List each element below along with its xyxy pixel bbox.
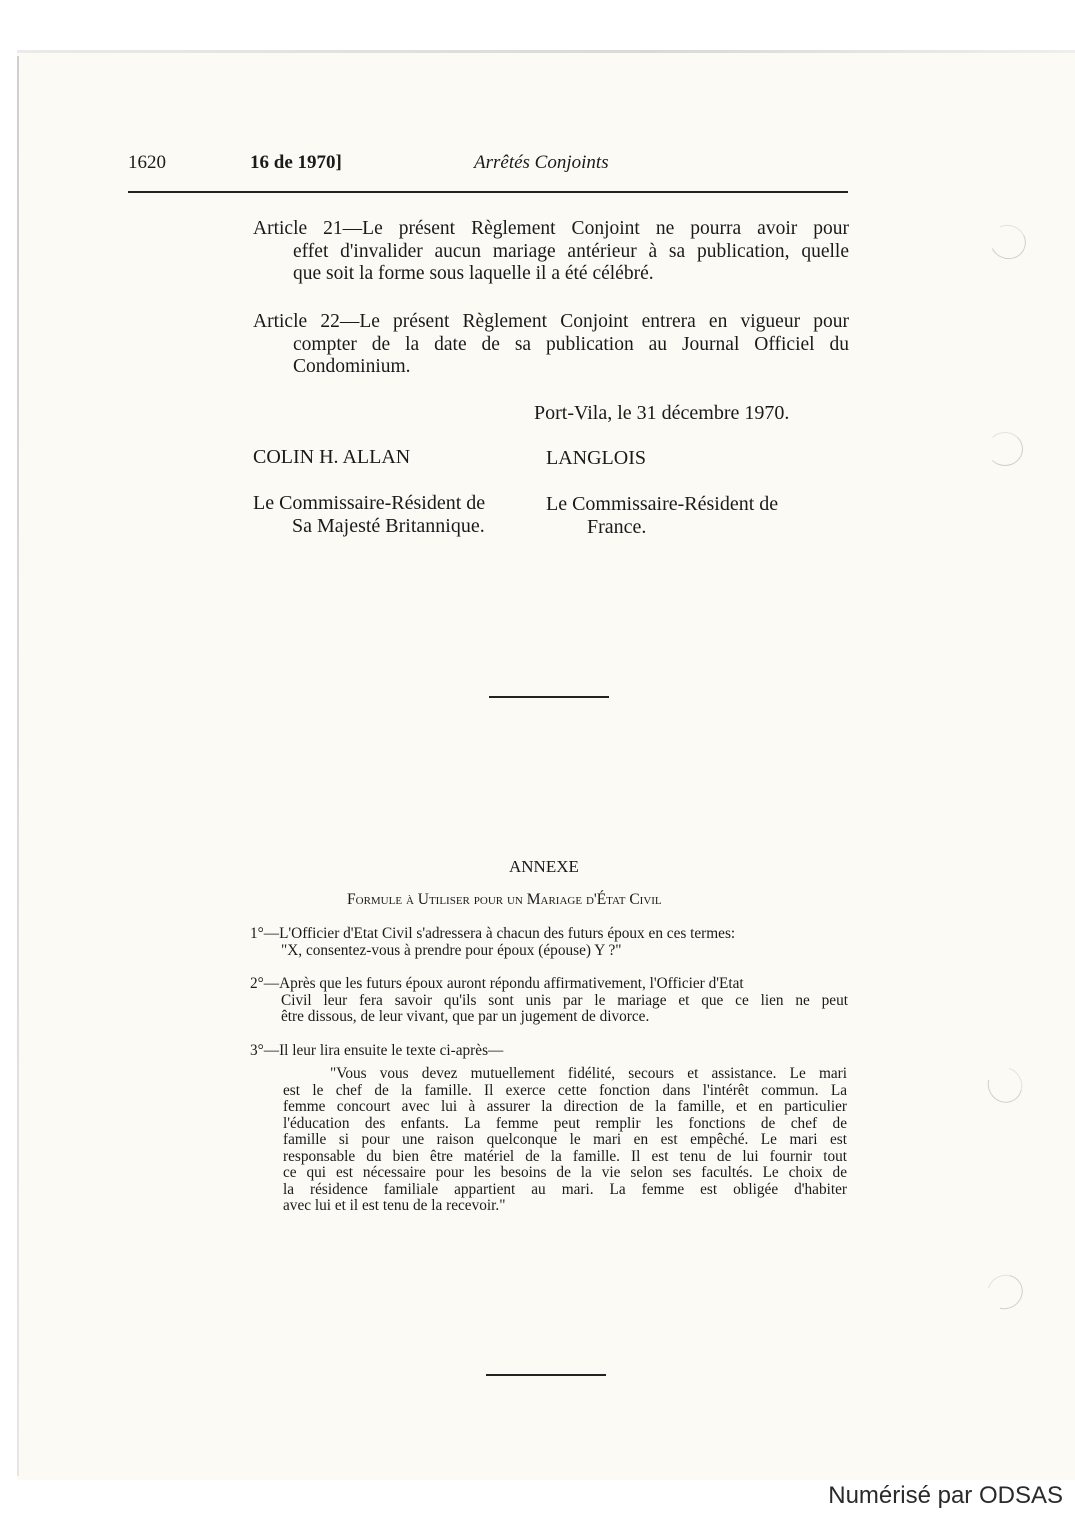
article-21-line-1: Article 21—Le présent Règlement Conjoint ne pourra avoir pour	[253, 218, 849, 239]
header-rule	[128, 191, 848, 193]
signatory-title-french-1: Le Commissaire-Résident de	[546, 493, 779, 515]
article-21-line-2: effet d'invalider aucun mariage antérieur à sa publication, quelle	[293, 240, 849, 262]
digitization-stamp: Numérisé par ODSAS	[828, 1482, 1063, 1509]
quote-line-8: la résidence familiale appartient au mari. La femme est obligée d'habiter	[283, 1180, 847, 1198]
quote-line-5: famille si pour une raison quelconque le mari en est empêché. Le mari est	[283, 1131, 847, 1148]
page-edge-left	[17, 56, 19, 1476]
article-21	[253, 218, 849, 286]
header-ref: 16 de 1970]	[250, 152, 342, 173]
annex-item-2-line-2: Civil leur fera savoir qu'ils sont unis par le mariage et que ce lien ne peut	[281, 991, 848, 1009]
signatory-title-british-1: Le Commissaire-Résident de	[253, 492, 486, 514]
annex-item-3	[250, 1043, 848, 1060]
annex-item-2-line-3: être dissous, de leur vivant, que par un jugement de divorce.	[281, 1008, 650, 1025]
article-21-line-3: que soit la forme sous laquelle il a été célébré.	[293, 263, 654, 284]
quote-line-6: responsable du bien être matériel de la famille. Il est tenu de lui fournir tout	[283, 1147, 847, 1165]
quote-line-9: avec lui et il est tenu de la recevoir."	[283, 1197, 506, 1214]
annex-subtitle: Formule à Utiliser pour un Mariage d'État Civil	[347, 891, 662, 908]
signatory-title-french-2: France.	[587, 516, 647, 538]
annex-item-3-line-1: 3°—Il leur lira ensuite le texte ci-après—	[250, 1042, 504, 1059]
annex-item-1-line-1: 1°—L'Officier d'Etat Civil s'adressera à chacun des futurs époux en ces termes:	[250, 925, 736, 942]
separator-rule-2	[486, 1374, 606, 1376]
separator-rule-1	[489, 696, 609, 698]
signatory-name-french: LANGLOIS	[546, 447, 646, 469]
annex-item-1-line-2: "X, consentez-vous à prendre pour époux (épouse) Y ?"	[281, 941, 622, 959]
article-22-line-3: Condominium.	[293, 356, 411, 377]
header-title: Arrêtés Conjoints	[474, 152, 609, 173]
quote-line-7: ce qui est nécessaire pour les besoins de la vie selon ses facultés. Le choix de	[283, 1164, 847, 1181]
quote-line-4: l'éducation des enfants. La femme peut remplir les fonctions de chef de	[283, 1114, 847, 1132]
annex-item-2-line-1: 2°—Après que les futurs époux auront répondu affirmativement, l'Officier d'Etat	[250, 975, 744, 992]
annex-item-2	[250, 976, 848, 1026]
quote-line-1: "Vous vous devez mutuellement fidélité, secours et assistance. Le mari	[330, 1065, 847, 1082]
article-22	[253, 311, 849, 379]
punch-hole-2	[987, 432, 1023, 466]
marriage-formula-quote	[283, 1066, 847, 1215]
article-22-line-1: Article 22—Le présent Règlement Conjoint entrera en vigueur pour	[253, 311, 849, 332]
article-22-line-2: compter de la date de sa publication au Journal Officiel du	[293, 333, 849, 355]
quote-line-3: femme concourt avec lui à assurer la direction de la famille, et en particulier	[283, 1098, 847, 1115]
place-date: Port-Vila, le 31 décembre 1970.	[534, 402, 790, 424]
page-number: 1620	[128, 152, 166, 173]
page-edge-top	[17, 50, 1075, 53]
quote-line-2: est le chef de la famille. Il exerce cette fonction dans l'intérêt commun. La	[283, 1081, 847, 1099]
annex-item-1	[250, 926, 848, 959]
annex-title: ANNEXE	[509, 857, 579, 876]
signatory-name-british: COLIN H. ALLAN	[253, 446, 411, 468]
signatory-title-british-2: Sa Majesté Britannique.	[292, 515, 485, 537]
